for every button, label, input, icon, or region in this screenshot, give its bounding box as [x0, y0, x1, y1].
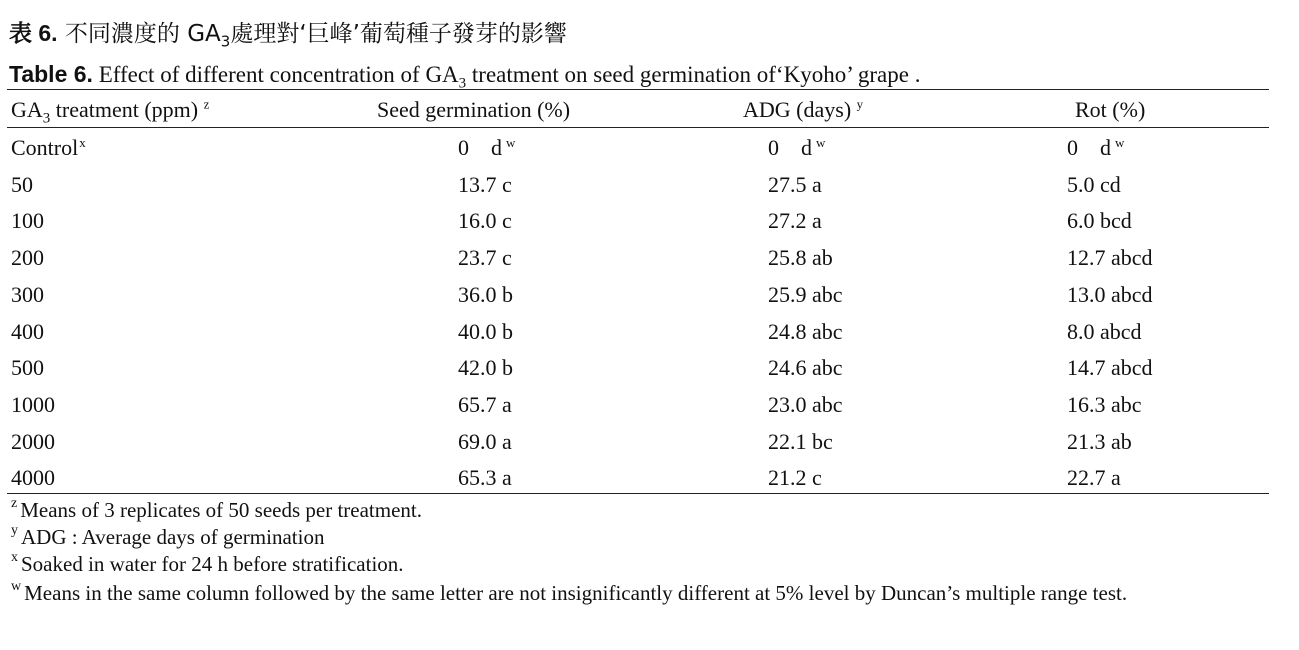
treatment-cell-superscript: x	[79, 134, 86, 150]
treatment-cell	[11, 280, 44, 310]
treatment-cell	[11, 317, 44, 347]
treatment-cell-value: 4000	[11, 465, 55, 491]
adg-cell	[768, 390, 843, 420]
caption-chinese-text-post: 處理對‘巨峰’葡萄種子發芽的影響	[230, 21, 567, 47]
caption-chinese-subscript: 3	[220, 32, 231, 51]
adg-cell	[768, 353, 843, 383]
table-row	[0, 280, 1299, 316]
treatment-cell	[11, 463, 55, 493]
header-treatment-post: treatment (ppm)	[55, 97, 199, 122]
rot-cell-value: 13.0 abcd	[1067, 281, 1153, 307]
header-treatment-subscript: 3	[42, 110, 51, 127]
footnote-w-mark: w	[11, 579, 22, 594]
table-header-rule	[7, 127, 1269, 128]
footnote-x	[11, 551, 404, 581]
table-label-chinese: 表 6.	[9, 20, 58, 46]
table-label-english: Table 6.	[9, 61, 93, 87]
adg-cell-value: 25.9 abc	[768, 281, 843, 307]
adg-cell-value: 25.8 ab	[768, 245, 833, 271]
germination-cell	[458, 390, 512, 420]
rot-cell	[1067, 390, 1142, 420]
germination-cell-value: 65.7 a	[458, 391, 512, 417]
table-caption-chinese	[9, 18, 567, 49]
rot-cell	[1067, 206, 1132, 236]
germination-cell	[458, 243, 512, 273]
footnote-w	[11, 580, 1271, 610]
germination-cell	[458, 133, 515, 163]
germination-cell-value: 65.3 a	[458, 465, 512, 491]
footnote-x-text: Soaked in water for 24 h before stratification.	[21, 552, 404, 576]
rot-cell-value: 21.3 ab	[1067, 428, 1132, 454]
footnote-z	[11, 497, 422, 527]
adg-cell	[768, 463, 822, 493]
germination-cell	[458, 317, 513, 347]
adg-cell-superscript: w	[816, 134, 826, 150]
treatment-cell-value: 2000	[11, 428, 55, 454]
germination-cell-value: 36.0 b	[458, 281, 513, 307]
footnote-y	[11, 524, 324, 554]
footnote-z-text: Means of 3 replicates of 50 seeds per treatment.	[20, 498, 422, 522]
treatment-cell-value: 100	[11, 208, 44, 234]
rot-cell-value: 6.0 bcd	[1067, 208, 1132, 234]
germination-cell	[458, 463, 512, 493]
footnote-y-text: ADG : Average days of germination	[21, 525, 325, 549]
header-adg-sup: y	[856, 96, 864, 112]
rot-cell	[1067, 280, 1153, 310]
rot-cell	[1067, 170, 1121, 200]
table-row	[0, 353, 1299, 389]
treatment-cell-value: 50	[11, 171, 33, 197]
treatment-cell-value: 500	[11, 355, 44, 381]
caption-english-text-pre: Effect of different concentration of GA	[98, 62, 459, 87]
treatment-cell	[11, 390, 55, 420]
footnote-w-text: Means in the same column followed by the same letter are not insignificantly different at 5% level by Duncan’s multiple range test.	[24, 581, 1128, 605]
germination-cell-value: 42.0 b	[458, 355, 513, 381]
caption-chinese-text-pre: 不同濃度的 GA	[64, 21, 221, 47]
treatment-cell-value: 400	[11, 318, 44, 344]
adg-cell-value: 22.1 bc	[768, 428, 833, 454]
adg-cell	[768, 317, 843, 347]
treatment-cell	[11, 170, 33, 200]
header-treatment	[11, 96, 210, 127]
germination-cell	[458, 427, 512, 457]
table-row	[0, 463, 1299, 499]
footnote-y-mark: y	[11, 523, 18, 538]
caption-english-text-post: treatment on seed germination of‘Kyoho’ grape .	[471, 62, 921, 87]
germination-cell-value: 69.0 a	[458, 428, 512, 454]
germination-cell-superscript: w	[506, 134, 516, 150]
germination-cell-value: 0 d	[458, 135, 502, 160]
footnote-x-mark: x	[11, 550, 18, 565]
table-row	[0, 170, 1299, 206]
adg-cell	[768, 427, 833, 457]
caption-english-subscript: 3	[458, 75, 467, 92]
table-caption-english	[9, 59, 920, 90]
header-rot: Rot (%)	[1075, 97, 1146, 122]
table-row	[0, 390, 1299, 426]
table-row	[0, 133, 1299, 169]
table-top-rule	[7, 89, 1269, 90]
adg-cell	[768, 133, 825, 163]
rot-cell-value: 14.7 abcd	[1067, 355, 1153, 381]
rot-cell	[1067, 243, 1153, 273]
treatment-cell	[11, 243, 44, 273]
germination-cell-value: 13.7 c	[458, 171, 512, 197]
rot-cell	[1067, 317, 1142, 347]
germination-cell	[458, 353, 513, 383]
treatment-cell-value: 300	[11, 281, 44, 307]
header-treatment-sup: z	[203, 96, 210, 112]
adg-cell-value: 23.0 abc	[768, 391, 843, 417]
treatment-cell-value: 200	[11, 245, 44, 271]
adg-cell	[768, 243, 833, 273]
adg-cell-value: 24.6 abc	[768, 355, 843, 381]
rot-cell-superscript: w	[1115, 134, 1125, 150]
header-adg	[743, 96, 863, 124]
germination-cell	[458, 280, 513, 310]
rot-cell	[1067, 353, 1153, 383]
adg-cell-value: 27.5 a	[768, 171, 822, 197]
table-row	[0, 243, 1299, 279]
treatment-cell-value: Control	[11, 135, 79, 160]
treatment-cell	[11, 353, 44, 383]
rot-cell	[1067, 427, 1132, 457]
treatment-cell	[11, 427, 55, 457]
rot-cell	[1067, 463, 1121, 493]
header-adg-text: ADG (days)	[743, 97, 852, 122]
treatment-cell	[11, 133, 86, 163]
table-row	[0, 206, 1299, 242]
adg-cell-value: 21.2 c	[768, 465, 822, 491]
germination-cell-value: 16.0 c	[458, 208, 512, 234]
treatment-cell-value: 1000	[11, 391, 55, 417]
adg-cell-value: 27.2 a	[768, 208, 822, 234]
adg-cell-value: 24.8 abc	[768, 318, 843, 344]
treatment-cell	[11, 206, 44, 236]
adg-cell	[768, 170, 822, 200]
rot-cell	[1067, 133, 1124, 163]
germination-cell-value: 23.7 c	[458, 245, 512, 271]
rot-cell-value: 12.7 abcd	[1067, 245, 1153, 271]
germination-cell-value: 40.0 b	[458, 318, 513, 344]
header-treatment-pre: GA	[11, 97, 43, 122]
rot-cell-value: 16.3 abc	[1067, 391, 1142, 417]
rot-cell-value: 8.0 abcd	[1067, 318, 1142, 344]
adg-cell	[768, 206, 822, 236]
rot-cell-value: 0 d	[1067, 135, 1111, 160]
footnote-z-mark: z	[11, 496, 18, 511]
table-row	[0, 317, 1299, 353]
germination-cell	[458, 206, 512, 236]
table-row	[0, 427, 1299, 463]
adg-cell	[768, 280, 843, 310]
header-germination: Seed germination (%)	[377, 97, 571, 122]
rot-cell-value: 22.7 a	[1067, 465, 1121, 491]
rot-cell-value: 5.0 cd	[1067, 171, 1121, 197]
adg-cell-value: 0 d	[768, 135, 812, 160]
germination-cell	[458, 170, 512, 200]
